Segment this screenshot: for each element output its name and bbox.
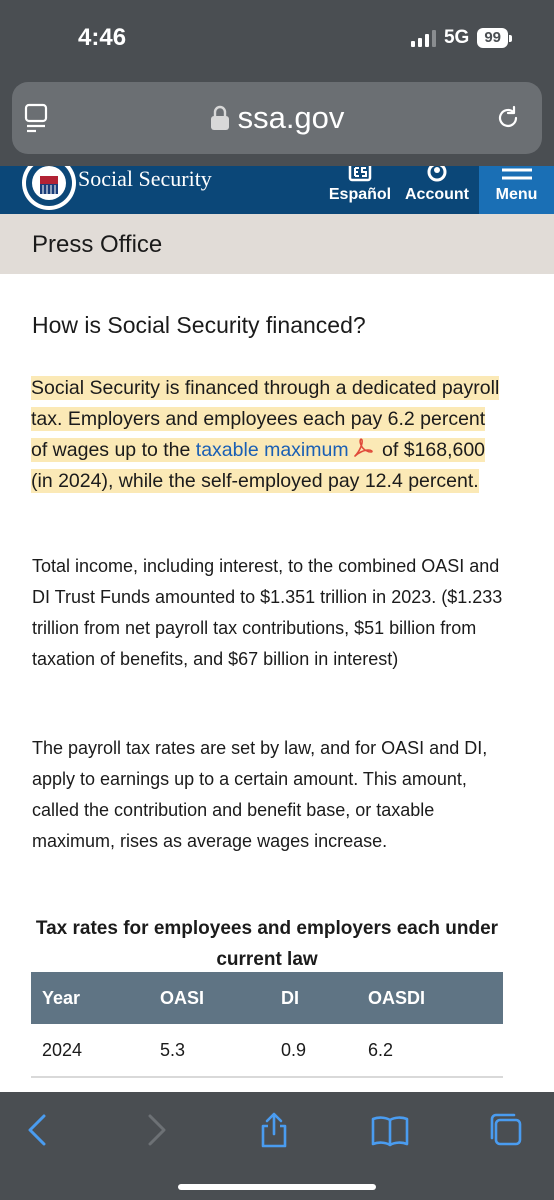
status-time: 4:46 [78, 24, 127, 51]
pdf-icon[interactable] [351, 436, 375, 460]
home-indicator[interactable] [178, 1184, 376, 1190]
nav-menu[interactable] [479, 166, 554, 214]
status-indicators [411, 27, 512, 49]
reload-icon[interactable] [494, 104, 522, 132]
browser-top-chrome [0, 0, 554, 166]
address-bar[interactable] [12, 82, 542, 154]
cellular-signal-icon [411, 30, 436, 47]
highlight-text-after: of $168,600 (in 2024), while the self-employed pay 12.4 percent. [31, 439, 486, 492]
site-brand[interactable]: Social Security [78, 166, 212, 191]
tax-rates-table [31, 972, 503, 1078]
url-display[interactable] [12, 100, 542, 136]
cell-di: 0.9 [281, 1040, 307, 1060]
header-year: Year [42, 988, 81, 1008]
highlighted-paragraph [31, 373, 501, 497]
hamburger-menu-icon [500, 166, 534, 184]
taxable-maximum-link[interactable]: taxable maximum [195, 439, 349, 461]
url-text: ssa.gov [237, 100, 345, 135]
tabs-icon[interactable] [486, 1110, 526, 1150]
header-oasi: OASI [160, 988, 205, 1008]
nav-account-label: Account [405, 186, 469, 203]
bookmarks-icon[interactable] [370, 1110, 410, 1150]
highlight-text-before: Social Security is financed through a dedicated payroll tax. Employers and employees each pay 6.2 percent of wages up to the [31, 377, 500, 461]
section-bar [0, 214, 554, 274]
table-header-row [31, 972, 503, 1024]
nav-espanol-label: Español [328, 186, 392, 203]
ssa-seal-icon[interactable] [20, 166, 78, 212]
nav-account[interactable] [402, 166, 472, 214]
nav-menu-label: Menu [495, 186, 538, 203]
table-caption: Tax rates for employees and employers each under current law [35, 918, 499, 970]
network-type: 5G [443, 27, 470, 48]
cell-oasdi: 6.2 [368, 1040, 394, 1060]
income-paragraph: Total income, including interest, to the combined OASI and DI Trust Funds amounted to $1.351 trillion in 2023. ($1.233 trillion from net payroll tax contributions, $51 billion from taxation of benefits, and $67 billion in interest) [32, 556, 503, 669]
cell-year: 2024 [42, 1040, 83, 1060]
forward-icon[interactable] [136, 1110, 176, 1150]
share-icon[interactable] [254, 1110, 294, 1150]
tax-rates-paragraph: The payroll tax rates are set by law, and for OASI and DI, apply to earnings up to a certain amount. This amount, called the contribution and benefit base, or taxable maximum, rises as average wages increase. [32, 738, 488, 851]
language-icon [346, 166, 374, 184]
nav-espanol[interactable] [326, 166, 394, 214]
battery-icon [477, 28, 512, 48]
header-di: DI [281, 988, 299, 1008]
table-row [31, 1024, 503, 1078]
article-heading: How is Social Security financed? [32, 312, 366, 338]
section-title[interactable]: Press Office [32, 231, 163, 258]
account-icon [425, 166, 449, 184]
battery-level: 99 [477, 28, 508, 48]
cell-oasi: 5.3 [160, 1040, 186, 1060]
site-header [0, 166, 554, 214]
header-oasdi: OASDI [368, 988, 426, 1008]
lock-icon [210, 105, 230, 131]
back-icon[interactable] [18, 1110, 58, 1150]
